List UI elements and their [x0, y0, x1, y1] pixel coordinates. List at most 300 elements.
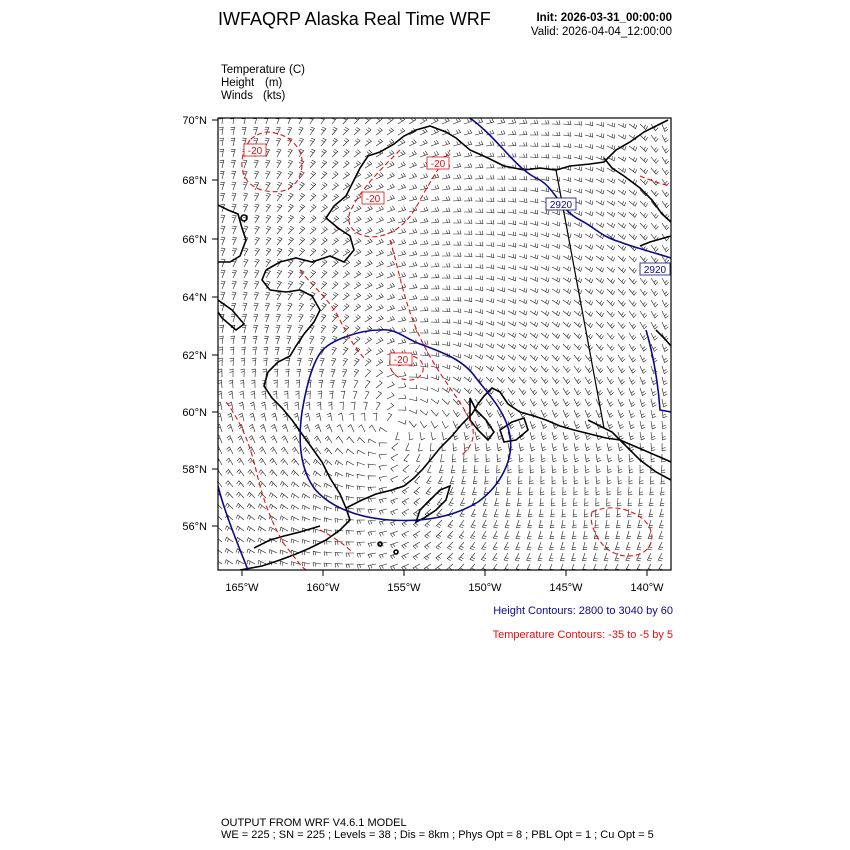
wind-barb	[409, 151, 416, 157]
wind-barb	[574, 121, 582, 125]
wind-barb	[618, 410, 624, 418]
wind-barb	[552, 277, 560, 282]
wind-barb	[618, 245, 626, 250]
wind-barb	[266, 248, 271, 256]
wind-barb	[368, 498, 376, 502]
wind-barb	[464, 186, 472, 190]
wind-barb	[264, 336, 268, 344]
wind-barb	[254, 204, 259, 212]
wind-barb	[541, 421, 547, 429]
wind-barb	[425, 542, 432, 549]
wind-barb	[299, 292, 304, 300]
wind-barb	[315, 425, 321, 433]
wind-barb	[604, 553, 608, 561]
wind-barb	[596, 476, 600, 484]
wind-barb	[260, 436, 266, 443]
wind-barb	[447, 542, 453, 550]
wind-barb	[387, 195, 395, 201]
wind-barb	[662, 223, 669, 230]
wind-barb	[409, 173, 417, 179]
wind-barb	[475, 175, 483, 179]
wind-barb	[420, 432, 425, 440]
wind-barb	[409, 184, 417, 190]
wind-barb	[453, 241, 461, 245]
wind-barb	[357, 531, 365, 535]
wind-barb	[331, 358, 336, 366]
wind-barb	[354, 315, 360, 322]
wind-barb	[261, 413, 266, 421]
wind-barb	[647, 564, 652, 572]
wind-barb	[662, 432, 666, 440]
wind-barb	[232, 215, 237, 223]
wind-barb	[647, 553, 652, 561]
wind-barb	[391, 509, 398, 515]
wind-barb	[335, 472, 343, 477]
wind-barb	[354, 249, 361, 256]
wind-barb	[346, 553, 354, 557]
wind-barb	[376, 316, 383, 323]
wind-barb	[442, 342, 450, 346]
wind-barb	[585, 388, 592, 395]
wind-barb	[530, 421, 536, 429]
wind-barb	[288, 270, 293, 278]
wind-barb	[519, 288, 527, 293]
wind-barb	[497, 377, 505, 383]
wind-barb	[508, 366, 516, 372]
wind-barb	[497, 153, 505, 157]
wind-barb	[237, 470, 244, 477]
wind-barb	[343, 172, 350, 179]
wind-barb	[629, 366, 636, 373]
wind-barb	[552, 143, 560, 147]
wind-barb	[572, 531, 576, 539]
wind-barb	[497, 465, 501, 473]
wind-barb	[219, 336, 223, 344]
wind-barb	[387, 392, 394, 399]
wind-barb	[596, 333, 604, 339]
wind-barb	[266, 259, 271, 267]
wind-barb	[585, 377, 592, 384]
wind-barb	[296, 380, 300, 388]
wind-barb	[629, 454, 634, 462]
init-time: Init: 2026-03-31_00:00:00	[536, 12, 672, 24]
wind-barb	[530, 288, 538, 293]
wind-barb	[464, 264, 472, 268]
wind-barb	[585, 122, 593, 126]
wind-barb	[431, 241, 439, 246]
field-unit: (C)	[289, 64, 305, 76]
wind-barb	[288, 248, 293, 256]
wind-barb	[541, 355, 549, 361]
wind-barb	[266, 193, 271, 201]
wind-barb	[552, 300, 560, 305]
wind-barb	[651, 190, 658, 196]
wind-barb	[495, 487, 499, 495]
wind-barb	[563, 454, 568, 462]
wind-barb	[396, 432, 400, 440]
wind-barb	[379, 531, 387, 537]
wind-barb	[286, 347, 290, 355]
wind-barb	[519, 465, 523, 473]
wind-barb	[309, 347, 314, 355]
wind-barb	[629, 432, 634, 440]
wind-barb	[264, 347, 268, 355]
wind-barb	[508, 344, 516, 349]
wind-barb	[436, 553, 442, 560]
wind-barb	[662, 399, 667, 407]
wind-barb	[661, 465, 665, 473]
wind-barb	[464, 197, 472, 201]
wind-barb	[552, 410, 558, 417]
wind-barb	[486, 410, 493, 417]
wind-barb	[551, 509, 555, 517]
wind-barb	[441, 454, 445, 462]
wind-barb	[486, 198, 494, 202]
wind-barb	[530, 266, 538, 271]
wind-barb	[240, 380, 244, 388]
wind-barb	[629, 344, 636, 351]
wind-barb	[475, 164, 483, 168]
wind-barb	[552, 210, 560, 214]
wind-barb	[464, 208, 472, 212]
wind-barb	[294, 413, 299, 421]
wind-barb	[629, 256, 637, 262]
wind-barb	[376, 250, 383, 256]
wind-barb	[629, 124, 637, 129]
wind-barb	[459, 520, 464, 528]
wind-barb	[574, 178, 582, 182]
wind-barb	[332, 216, 339, 223]
wind-barb	[516, 520, 520, 528]
wind-barb	[662, 135, 669, 142]
wind-barb	[562, 520, 566, 528]
wind-barb	[552, 266, 560, 271]
wind-barb	[618, 179, 626, 184]
wind-barb	[629, 289, 636, 295]
wind-barb	[662, 322, 668, 329]
wind-barb	[541, 322, 549, 327]
wind-barb	[552, 399, 559, 406]
wind-barb	[662, 311, 669, 318]
wind-barb	[596, 167, 604, 172]
wind-barb	[508, 243, 516, 247]
wind-barb	[539, 520, 543, 528]
wind-barb	[507, 487, 511, 495]
wind-barb	[450, 476, 454, 484]
wind-barb	[563, 487, 567, 495]
wind-barb	[662, 190, 669, 197]
wind-barb	[335, 460, 343, 465]
wind-barb	[453, 342, 461, 346]
wind-barb	[336, 436, 343, 443]
wind-barb	[452, 454, 456, 462]
wind-barb	[346, 496, 354, 500]
wind-barb	[288, 149, 293, 157]
wind-barb	[288, 160, 293, 168]
wind-barb	[310, 270, 316, 278]
wind-barb	[541, 177, 549, 181]
wind-barb	[354, 293, 361, 300]
wind-barb	[425, 531, 431, 538]
wind-barb	[629, 377, 635, 384]
wind-barb	[292, 447, 299, 454]
wind-barb	[332, 249, 338, 256]
wind-barb	[526, 564, 531, 572]
wind-barb	[464, 309, 472, 313]
wind-barb	[462, 476, 466, 484]
wind-barb	[519, 355, 527, 360]
wind-barb	[508, 232, 516, 236]
wind-barb	[563, 333, 571, 339]
lat-tick-label: 58°N	[182, 464, 207, 476]
wind-barb	[618, 168, 626, 173]
wind-barb	[299, 303, 304, 311]
wind-barb	[453, 320, 461, 324]
wind-barb	[459, 553, 464, 561]
wind-barb	[574, 465, 579, 473]
wind-barb	[253, 314, 257, 322]
wind-barb	[417, 454, 421, 462]
wind-barb	[475, 242, 483, 246]
wind-barb	[379, 509, 387, 514]
wind-barb	[254, 270, 259, 278]
wind-barb	[595, 520, 599, 528]
wind-barb	[486, 377, 494, 383]
wind-barb	[662, 388, 667, 396]
wind-barb	[313, 471, 321, 476]
wind-barb	[438, 476, 443, 484]
wind-barb	[607, 388, 614, 395]
wind-barb	[585, 311, 593, 316]
wind-barb	[486, 355, 494, 360]
wind-barb	[321, 260, 327, 268]
wind-barb	[519, 366, 527, 372]
wind-barb	[618, 300, 626, 306]
wind-barb	[226, 447, 233, 454]
wind-barb	[357, 542, 365, 546]
wind-barb	[260, 424, 266, 432]
wind-barb	[563, 132, 571, 136]
wind-barb	[519, 232, 527, 236]
wind-barb	[519, 344, 527, 349]
wind-barb	[541, 277, 549, 282]
wind-barb	[552, 366, 559, 372]
wind-barb	[486, 443, 491, 451]
wind-barb	[629, 333, 636, 340]
wind-barb	[442, 421, 449, 428]
wind-barb	[321, 171, 327, 179]
wind-barb	[365, 239, 372, 246]
wind-barb	[259, 447, 266, 454]
wind-barb	[453, 331, 461, 335]
wind-barb	[338, 413, 343, 421]
wind-barb	[508, 377, 516, 383]
wind-barb	[287, 127, 292, 135]
wind-barb	[237, 481, 244, 487]
wind-barb	[398, 162, 405, 168]
wind-barb	[629, 300, 636, 306]
wind-barb	[530, 344, 538, 349]
wind-barb	[618, 289, 626, 295]
wind-barb	[220, 182, 224, 190]
wind-barb	[596, 487, 600, 495]
wind-barb	[328, 402, 332, 410]
wind-barb	[486, 287, 494, 291]
wind-barb	[308, 358, 312, 366]
wind-barb	[540, 487, 544, 495]
wind-barb	[618, 311, 625, 317]
wind-barb	[453, 443, 457, 451]
wind-barb	[354, 183, 361, 190]
wind-barb	[607, 476, 611, 484]
wind-barb	[464, 443, 469, 451]
wind-barb	[585, 465, 590, 473]
wind-barb	[640, 399, 646, 407]
wind-barb	[219, 347, 223, 355]
lat-axis	[182, 115, 218, 533]
wind-barb	[464, 432, 469, 440]
wind-barb	[464, 163, 472, 168]
wind-barb	[497, 276, 505, 280]
lon-tick-label: 145°W	[549, 582, 583, 594]
wind-barb	[225, 560, 233, 565]
wind-barb	[464, 343, 472, 348]
wind-barb	[247, 538, 255, 543]
wind-barb	[332, 260, 338, 267]
wind-barb	[541, 131, 549, 135]
wind-barb	[302, 505, 310, 510]
wind-barb	[475, 186, 483, 190]
wind-barb	[255, 237, 260, 245]
wind-barb	[552, 222, 560, 226]
wind-barb	[640, 201, 648, 207]
wind-barb	[391, 531, 399, 537]
lat-tick-label: 70°N	[182, 115, 207, 127]
wind-barb	[365, 380, 370, 388]
wind-barb	[299, 248, 305, 256]
wind-barb	[299, 204, 305, 212]
wind-barb	[475, 355, 483, 360]
wind-barb	[280, 504, 288, 509]
wind-barb	[316, 413, 321, 421]
wind-barb	[324, 563, 332, 567]
wind-barb	[266, 226, 271, 234]
wind-barb	[486, 344, 494, 349]
wind-barb	[662, 377, 668, 385]
wind-barb	[486, 265, 494, 269]
wind-barb	[563, 255, 571, 260]
wind-barb	[321, 249, 327, 256]
wind-barb	[607, 355, 614, 362]
wind-barb	[231, 182, 235, 190]
wind-barb	[225, 537, 233, 542]
wind-barb	[560, 553, 564, 561]
wind-barb	[549, 553, 553, 561]
wind-barb	[618, 377, 625, 384]
wind-barb	[420, 218, 428, 223]
wind-barb	[231, 127, 235, 135]
wind-barb	[354, 369, 359, 377]
wind-barb	[270, 470, 277, 476]
wind-barb	[254, 292, 259, 300]
wind-barb	[464, 454, 468, 462]
wind-barb	[626, 553, 630, 561]
wind-barb	[354, 358, 359, 366]
wind-barb	[409, 421, 416, 427]
wind-barb	[574, 256, 582, 261]
wind-barb	[376, 139, 383, 146]
temp-label: -20	[393, 355, 409, 366]
wind-barb	[288, 303, 293, 311]
wind-barb	[280, 482, 288, 488]
wind-barb	[237, 447, 244, 454]
wind-barb	[365, 250, 372, 257]
wind-barb	[607, 465, 612, 473]
wind-barb	[387, 382, 394, 388]
wind-barb	[230, 347, 234, 355]
wind-barb	[251, 380, 255, 388]
wind-barb	[442, 388, 450, 393]
wind-barb	[373, 413, 377, 421]
wind-barb	[354, 161, 361, 168]
wind-barb	[497, 209, 505, 213]
wind-barb	[517, 509, 521, 517]
wind-barb	[539, 531, 543, 539]
wind-barb	[376, 261, 383, 267]
wind-barb	[607, 223, 615, 228]
wind-barb	[329, 391, 333, 399]
wind-barb	[649, 520, 653, 528]
wind-barb	[253, 336, 257, 344]
wind-barb	[563, 344, 571, 350]
wind-barb	[247, 526, 255, 531]
wind-barb	[486, 164, 494, 168]
wind-barb	[538, 542, 542, 550]
wind-barb	[640, 256, 647, 262]
wind-barb	[508, 288, 516, 293]
wind-barb	[640, 355, 647, 362]
wind-barb	[299, 226, 305, 234]
wind-barb	[530, 221, 538, 225]
wind-barb	[651, 256, 658, 263]
wind-barb	[662, 168, 669, 175]
wind-barb	[640, 388, 646, 396]
wind-barb	[539, 509, 543, 517]
wind-barb	[335, 448, 343, 454]
wind-barb	[288, 292, 293, 300]
wind-barb	[640, 366, 646, 373]
wind-barb	[236, 526, 244, 531]
wind-barb	[572, 542, 576, 550]
wind-barb	[541, 288, 549, 293]
wind-barb	[291, 505, 299, 510]
wind-barb	[596, 212, 604, 217]
wind-barb	[618, 344, 625, 351]
wind-barb	[651, 289, 658, 296]
wind-barb	[288, 215, 294, 223]
wind-barb	[550, 520, 554, 528]
wind-barb	[442, 376, 450, 381]
wind-barb	[574, 454, 579, 462]
wind-barb	[217, 413, 223, 421]
wind-barb	[618, 322, 625, 328]
wind-barb	[649, 509, 653, 517]
wind-barb	[442, 241, 450, 245]
wind-barb	[519, 176, 527, 180]
wind-barb	[541, 388, 548, 395]
wind-barb	[248, 470, 255, 476]
wind-barb	[607, 201, 615, 206]
